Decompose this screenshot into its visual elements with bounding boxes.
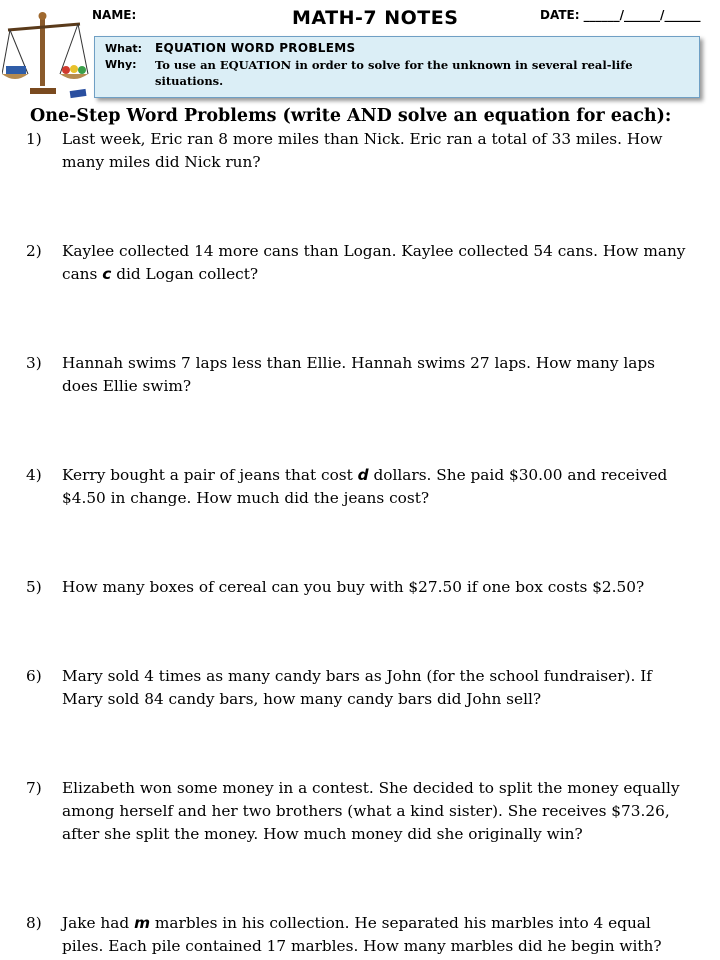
problem-number: 7) [26,779,42,797]
problem-number: 5) [26,578,42,596]
balance-scale-icon [2,8,92,103]
name-label: NAME: [92,8,137,22]
why-value: To use an EQUATION in order to solve for the unknown in several real-life situations. [155,58,633,88]
problem-text: Kerry bought a pair of jeans that cost d dollars. She paid $30.00 and received $4.50 in change. How much did the jeans cost? [62,466,668,507]
variable-c: c [102,265,112,283]
variable-d: d [357,466,369,484]
why-label: Why: [105,58,137,71]
problem-text: Mary sold 4 times as many candy bars as John (for the school fundraiser). If Mary sold 84 candy bars, how many candy bars did John sell? [62,667,652,708]
section-title: One-Step Word Problems (write AND solve an equation for each): [30,106,672,126]
problem-text: How many boxes of cereal can you buy with $27.50 if one box costs $2.50? [62,578,645,596]
problem-1 [26,128,694,174]
problem-8 [26,912,694,958]
problem-3 [26,352,694,398]
page-title: MATH-7 NOTES [292,7,459,29]
problem-7 [26,777,694,846]
problem-text: Elizabeth won some money in a contest. She decided to split the money equally among herself and her two brothers (what a kind sister). She receives $73.26, after she split the money. How much money did she originally win? [62,779,680,843]
what-label: What: [105,42,143,55]
problem-number: 6) [26,667,42,685]
problem-5 [26,576,694,599]
problem-number: 4) [26,466,42,484]
what-value: EQUATION WORD PROBLEMS [155,41,356,55]
date-label: DATE: ______/______/______ [540,8,701,22]
problem-text: Jake had m marbles in his collection. He separated his marbles into 4 equal piles. Each pile contained 17 marbles. How many marbles did he begin with? [62,914,662,955]
problem-number: 8) [26,914,42,932]
problem-text: Last week, Eric ran 8 more miles than Nick. Eric ran a total of 33 miles. How many miles did Nick run? [62,130,663,171]
problem-number: 1) [26,130,42,148]
problem-number: 2) [26,242,42,260]
problem-text: Hannah swims 7 laps less than Ellie. Hannah swims 27 laps. How many laps does Ellie swim? [62,354,656,395]
problem-text: Kaylee collected 14 more cans than Logan. Kaylee collected 54 cans. How many cans c did Logan collect? [62,242,686,283]
objective-box [94,36,700,98]
problem-number: 3) [26,354,42,372]
problem-6 [26,665,694,711]
variable-m: m [134,914,151,932]
problem-4 [26,464,694,510]
problem-2 [26,240,694,286]
